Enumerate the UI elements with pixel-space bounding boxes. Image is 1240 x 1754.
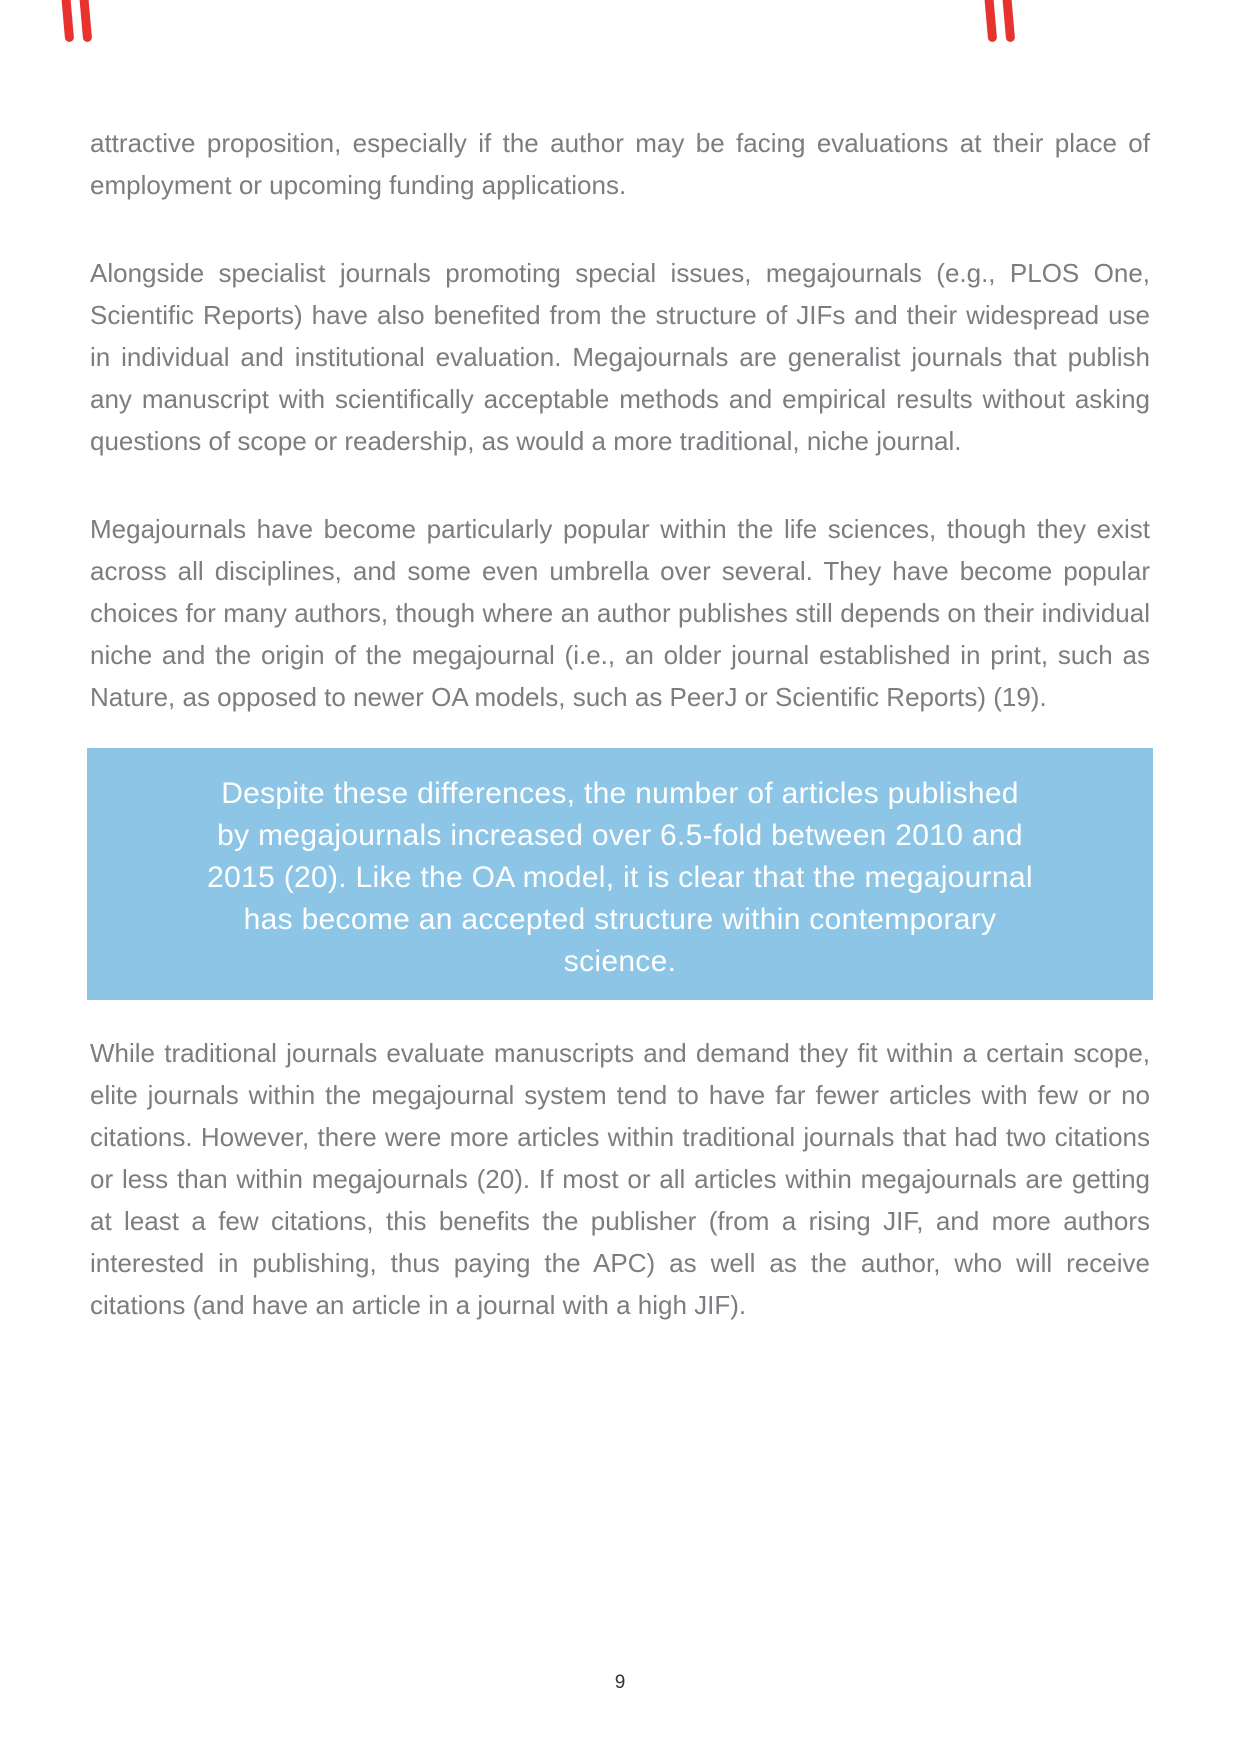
page-number: 9: [614, 1672, 626, 1693]
callout-line: science.: [563, 945, 677, 978]
body-paragraph: Megajournals have become particularly popular within the life sciences, though they exist across all disciplines, and some even umbrella over several. They have become popular choices for many authors, though where an author publishes still depends on their individual niche and the origin of the megajournal (i.e., an older journal established in print, such as Nature, as opposed to newer OA models, such as PeerJ or Scientific Reports) (19).: [90, 514, 1150, 712]
callout-line: has become an accepted structure within contemporary: [243, 903, 997, 936]
body-paragraph: While traditional journals evaluate manuscripts and demand they fit within a certain scope, elite journals within the megajournal system tend to have far fewer articles with few or no citations. However, there were more articles within traditional journals that had two citations or less than within megajournals (20). If most or all articles within megajournals are getting at least a few citations, this benefits the publisher (from a rising JIF, and more authors interested in publishing, thus paying the APC) as well as the author, who will receive citations (and have an article in a journal with a high JIF).: [90, 1038, 1150, 1320]
callout-line: Despite these differences, the number of articles published: [221, 777, 1019, 810]
body-paragraph: attractive proposition, especially if the author may be facing evaluations at their place of employment or upcoming funding applications.: [90, 128, 1150, 200]
body-paragraph: Alongside specialist journals promoting special issues, megajournals (e.g., PLOS One, Scientific Reports) have also benefited from the structure of JIFs and their widespread use in individual and institutional evaluation. Megajournals are generalist journals that publish any manuscript with scientifically acceptable methods and empirical results without asking questions of scope or readership, as would a more traditional, niche journal.: [90, 258, 1150, 456]
pull-quote-callout-box: [87, 748, 1153, 1000]
callout-line: 2015 (20). Like the OA model, it is clear that the megajournal: [207, 861, 1033, 894]
callout-line: by megajournals increased over 6.5-fold between 2010 and: [217, 819, 1023, 852]
